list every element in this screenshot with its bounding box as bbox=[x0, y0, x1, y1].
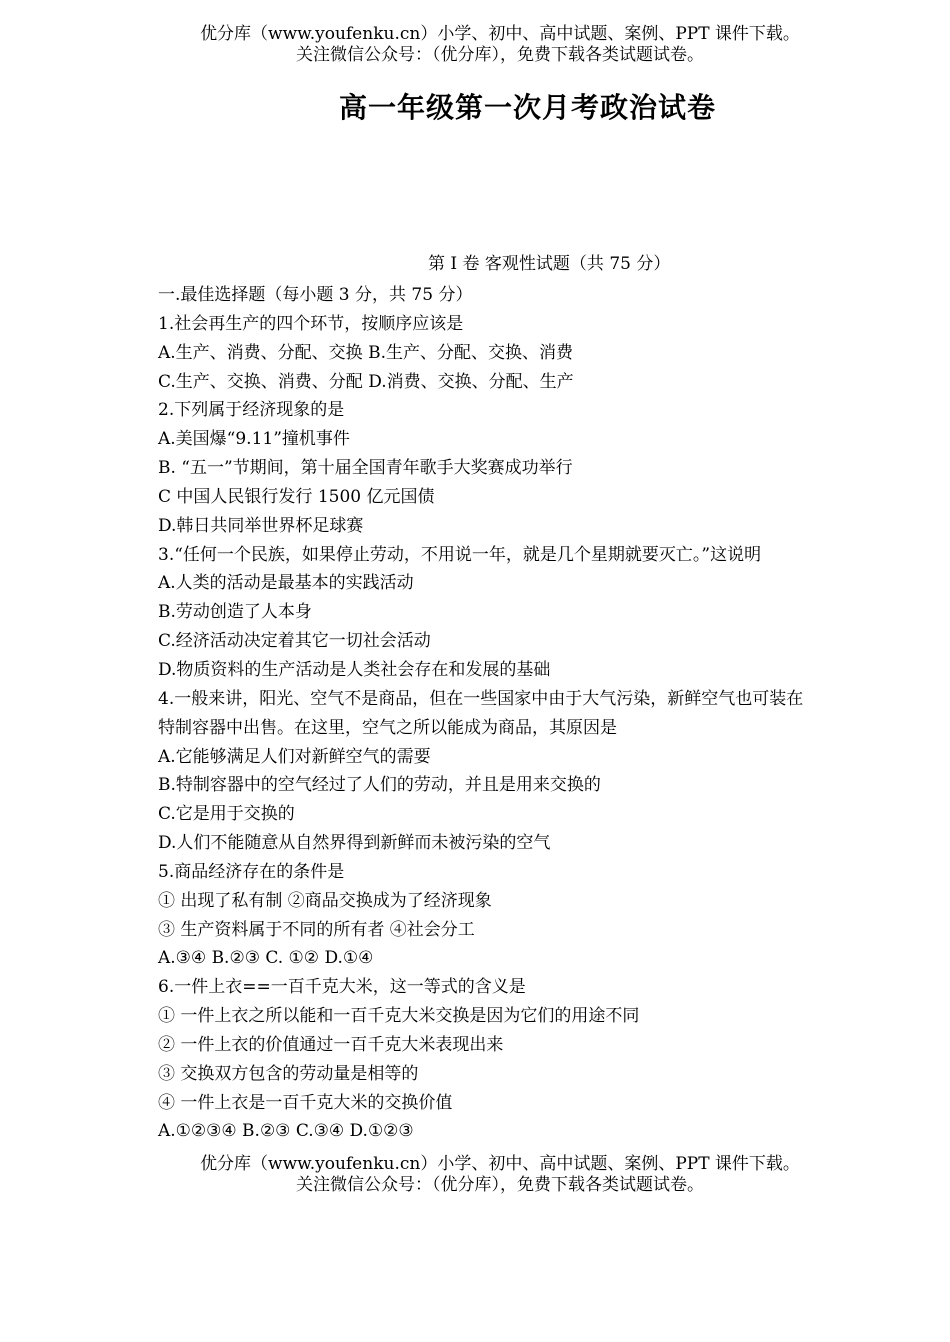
text-line: C 中国人民银行发行 1500 亿元国债 bbox=[158, 486, 435, 507]
text-line: C.经济活动决定着其它一切社会活动 bbox=[158, 631, 431, 652]
text-line: 6.一件上衣==一百千克大米，这一等式的含义是 bbox=[158, 977, 526, 998]
section-title: 第 Ⅰ 卷 客观性试题（共 75 分） bbox=[428, 254, 671, 274]
text-line: 4.一般来讲，阳光、空气不是商品，但在一些国家中由于大气污染，新鲜空气也可装在 bbox=[158, 688, 804, 709]
header-line-1: 优分库（www.youfenku.cn）小学、初中、高中试题、案例、PPT 课件下载。 bbox=[200, 24, 800, 44]
footer-line-1: 优分库（www.youfenku.cn）小学、初中、高中试题、案例、PPT 课件下载。 bbox=[200, 1154, 800, 1174]
text-line: 5.商品经济存在的条件是 bbox=[158, 861, 345, 882]
text-line: ③ 交换双方包含的劳动量是相等的 bbox=[158, 1063, 419, 1084]
text-line: ② 一件上衣的价值通过一百千克大米表现出来 bbox=[158, 1034, 504, 1055]
text-line: 特制容器中出售。在这里，空气之所以能成为商品，其原因是 bbox=[158, 717, 617, 738]
exam-title: 高一年级第一次月考政治试卷 bbox=[338, 91, 716, 124]
header-line-2: 关注微信公众号：（优分库），免费下载各类试题试卷。 bbox=[296, 45, 704, 65]
text-line: B.劳动创造了人本身 bbox=[158, 602, 312, 623]
page-footer bbox=[0, 1154, 950, 1196]
footer-line-2: 关注微信公众号：（优分库），免费下载各类试题试卷。 bbox=[296, 1175, 704, 1195]
text-line: 3.“任何一个民族，如果停止劳动，不用说一年，就是几个星期就要灭亡。”这说明 bbox=[158, 544, 762, 565]
text-line: D.韩日共同举世界杯足球赛 bbox=[158, 515, 364, 536]
text-line: A.③④ B.②③ C. ①② D.①④ bbox=[158, 948, 374, 969]
text-line: 2.下列属于经济现象的是 bbox=[158, 400, 345, 421]
text-line: A.①②③④ B.②③ C.③④ D.①②③ bbox=[158, 1121, 414, 1142]
text-line: B. “五一”节期间，第十届全国青年歌手大奖赛成功举行 bbox=[158, 458, 573, 479]
text-line: ③ 生产资料属于不同的所有者 ④社会分工 bbox=[158, 919, 475, 940]
page-header bbox=[0, 24, 950, 66]
text-line: A.生产、消费、分配、交换 B.生产、分配、交换、消费 bbox=[158, 342, 573, 363]
text-line: ① 一件上衣之所以能和一百千克大米交换是因为它们的用途不同 bbox=[158, 1006, 640, 1027]
text-line: D.物质资料的生产活动是人类社会存在和发展的基础 bbox=[158, 659, 551, 680]
text-line: D.人们不能随意从自然界得到新鲜而未被污染的空气 bbox=[158, 833, 551, 854]
text-line: C.生产、交换、消费、分配 D.消费、交换、分配、生产 bbox=[158, 371, 574, 392]
question-body bbox=[158, 281, 898, 1146]
text-line: ④ 一件上衣是一百千克大米的交换价值 bbox=[158, 1092, 453, 1113]
text-line: 1.社会再生产的四个环节，按顺序应该是 bbox=[158, 313, 464, 334]
text-line: A.美国爆“9.11”撞机事件 bbox=[158, 429, 350, 450]
text-line: B.特制容器中的空气经过了人们的劳动，并且是用来交换的 bbox=[158, 775, 601, 796]
text-line: C.它是用于交换的 bbox=[158, 804, 295, 825]
text-line: A.它能够满足人们对新鲜空气的需要 bbox=[158, 746, 431, 767]
text-line: A.人类的活动是最基本的实践活动 bbox=[158, 573, 414, 594]
text-line: ① 出现了私有制 ②商品交换成为了经济现象 bbox=[158, 890, 492, 911]
text-line: 一.最佳选择题（每小题 3 分，共 75 分） bbox=[158, 285, 473, 305]
